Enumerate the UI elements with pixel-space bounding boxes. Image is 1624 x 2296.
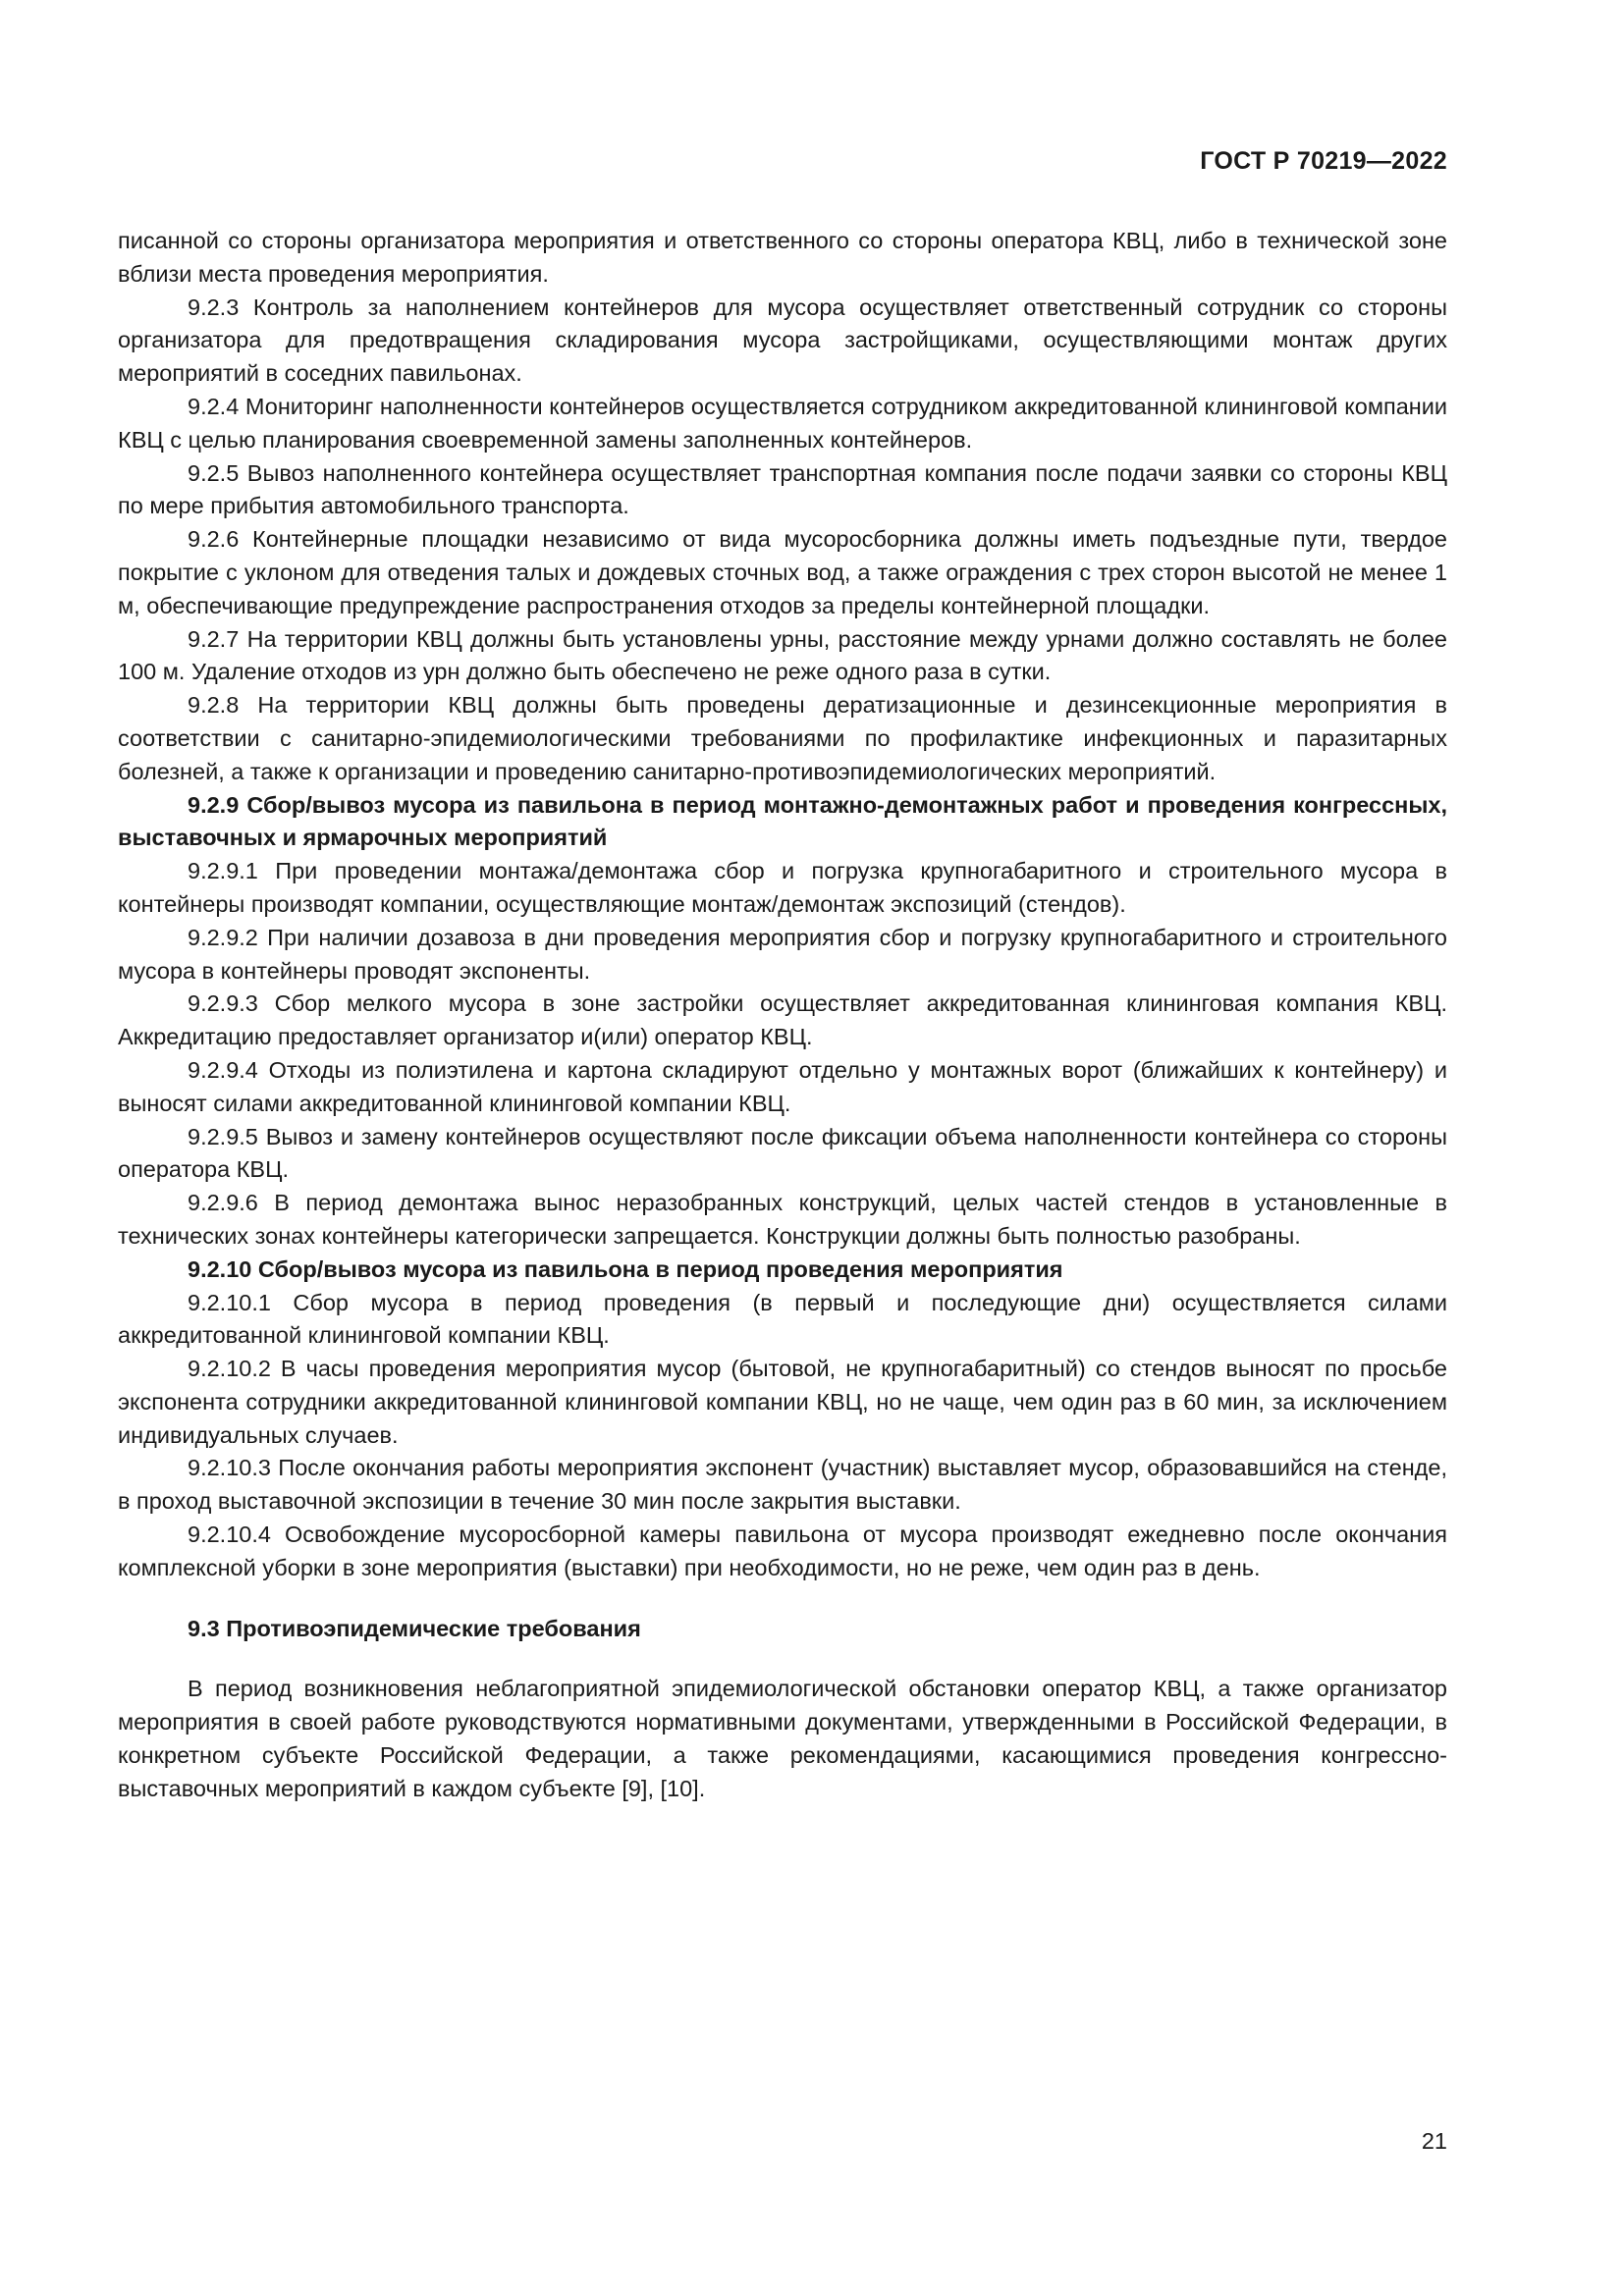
document-body (118, 225, 1447, 1806)
clause-9-2-9-2: 9.2.9.2 При наличии дозавоза в дни проведения мероприятия сбор и погрузку крупногабаритного и строительного мусора в контейнеры проводят экспоненты. (118, 924, 1447, 984)
clause-9-2-10-3: 9.2.10.3 После окончания работы мероприятия экспонент (участник) выставляет мусор, образовавшийся на стенде, в проход выставочной экспозиции в течение 30 мин после закрытия выставки. (118, 1455, 1447, 1515)
section-heading-9-3: 9.3 Противоэпидемические требования (188, 1615, 641, 1641)
clause-9-2-3: 9.2.3 Контроль за наполнением контейнеров для мусора осуществляет ответственный сотрудник со стороны организатора для предотвращения складирования мусора застройщиками, осуществляющими монтаж других мероприятий в соседних павильонах. (118, 294, 1447, 387)
clause-9-2-6: 9.2.6 Контейнерные площадки независимо от вида мусоросборника должны иметь подъездные пути, твердое покрытие с уклоном для отведения талых и дождевых сточных вод, а также ограждения с трех сторон высотой не менее 1 м, обеспечивающие предупреждение распространения отходов за пределы контейнерной площадки. (118, 526, 1447, 618)
clause-9-2-9-5: 9.2.9.5 Вывоз и замену контейнеров осуществляют после фиксации объема наполненности контейнера со стороны оператора КВЦ. (118, 1123, 1447, 1183)
document-id-header: ГОСТ Р 70219—2022 (1200, 147, 1447, 175)
clause-9-2-9-6: 9.2.9.6 В период демонтажа вынос неразобранных конструкций, целых частей стендов в установленные в технических зонах контейнеры категорически запрещается. Конструкции должны быть полностью разобраны. (118, 1190, 1447, 1249)
clause-9-2-10-2: 9.2.10.2 В часы проведения мероприятия мусор (бытовой, не крупногабаритный) со стендов выносят по просьбе экспонента сотрудники аккредитованной клининговой компании КВЦ, но не чаще, чем один раз в 60 мин, за исключением индивидуальных случаев. (118, 1356, 1447, 1448)
clause-9-2-5: 9.2.5 Вывоз наполненного контейнера осуществляет транспортная компания после подачи заявки со стороны КВЦ по мере прибытия автомобильного транспорта. (118, 459, 1447, 519)
clause-9-2-9-4: 9.2.9.4 Отходы из полиэтилена и картона складируют отдельно у монтажных ворот (ближайших к контейнеру) и выносят силами аккредитованной клининговой компании КВЦ. (118, 1056, 1447, 1116)
page-number: 21 (1421, 2128, 1447, 2154)
clause-9-2-4: 9.2.4 Мониторинг наполненности контейнеров осуществляется сотрудником аккредитованной клининговой компании КВЦ с целью планирования своевременной замены заполненных контейнеров. (118, 393, 1447, 453)
paragraph-9-3-body: В период возникновения неблагоприятной эпидемиологической обстановки оператор КВЦ, а также организатор мероприятия в своей работе руководствуются нормативными документами, утвержденными в Российской Федерации, в конкретном субъекте Российской Федерации, а также рекомендациями, касающимися проведения конгрессно-выставочных мероприятий в каждом субъекте [9], [10]. (118, 1676, 1447, 1801)
clause-9-2-8: 9.2.8 На территории КВЦ должны быть проведены дератизационные и дезинсекционные мероприятия в соответствии с санитарно-эпидемиологическими требованиями по профилактике инфекционных и паразитарных болезней, а также к организации и проведению санитарно-противоэпидемиологических мероприятий. (118, 692, 1447, 784)
subsection-heading-9-2-10: 9.2.10 Сбор/вывоз мусора из павильона в период проведения мероприятия (188, 1255, 1063, 1282)
clause-9-2-7: 9.2.7 На территории КВЦ должны быть установлены урны, расстояние между урнами должно составлять не более 100 м. Удаление отходов из урн должно быть обеспечено не реже одного раза в сутки. (118, 625, 1447, 685)
clause-9-2-10-1: 9.2.10.1 Сбор мусора в период проведения (в первый и последующие дни) осуществляется силами аккредитованной клининговой компании КВЦ. (118, 1289, 1447, 1349)
clause-9-2-9-1: 9.2.9.1 При проведении монтажа/демонтажа сбор и погрузка крупногабаритного и строительного мусора в контейнеры производят компании, осуществляющие монтаж/демонтаж экспозиций (стендов). (118, 858, 1447, 917)
clause-9-2-9-3: 9.2.9.3 Сбор мелкого мусора в зоне застройки осуществляет аккредитованная клининговая компания КВЦ. Аккредитацию предоставляет организатор и(или) оператор КВЦ. (118, 990, 1447, 1050)
subsection-heading-9-2-9: 9.2.9 Сбор/вывоз мусора из павильона в период монтажно-демонтажных работ и проведения конгрессных, выставочных и ярмарочных мероприятий (118, 791, 1447, 851)
paragraph-continuation: писанной со стороны организатора мероприятия и ответственного со стороны оператора КВЦ, либо в технической зоне вблизи места проведения мероприятия. (118, 228, 1447, 287)
clause-9-2-10-4: 9.2.10.4 Освобождение мусоросборной камеры павильона от мусора производят ежедневно после окончания комплексной уборки в зоне мероприятия (выставки) при необходимости, но не реже, чем один раз в день. (118, 1522, 1447, 1580)
